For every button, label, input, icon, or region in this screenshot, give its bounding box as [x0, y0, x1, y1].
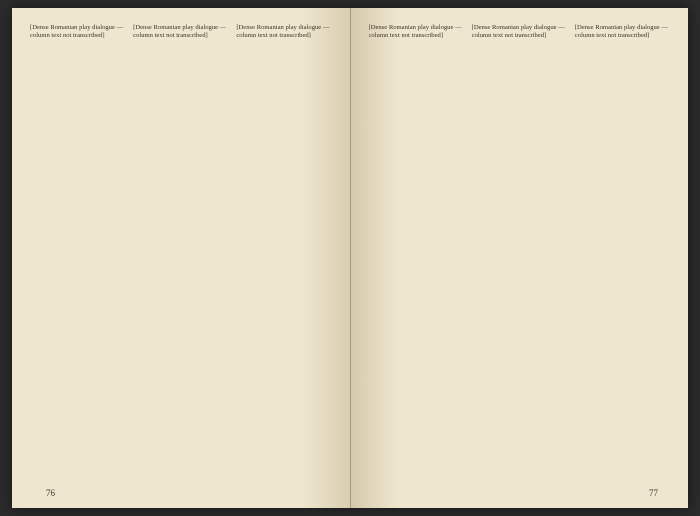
left-page-column-2: [Dense Romanian play dialogue — column text not transcribed]	[133, 24, 227, 40]
right-page-number: 77	[649, 488, 658, 498]
right-page-column-1: [Dense Romanian play dialogue — column text not transcribed]	[368, 24, 462, 40]
left-page-columns	[30, 24, 330, 476]
left-page-column-3: [Dense Romanian play dialogue — column text not transcribed]	[236, 24, 330, 40]
right-page-column-3: [Dense Romanian play dialogue — column text not transcribed]	[574, 24, 669, 40]
right-page-columns	[369, 24, 669, 476]
left-page-column-1: [Dense Romanian play dialogue — column text not transcribed]	[30, 24, 124, 40]
left-page-number: 76	[46, 488, 55, 498]
right-page-column-2: [Dense Romanian play dialogue — column text not transcribed]	[471, 24, 565, 40]
right-page	[351, 8, 689, 508]
left-page	[12, 8, 350, 508]
book-spread	[12, 8, 688, 508]
